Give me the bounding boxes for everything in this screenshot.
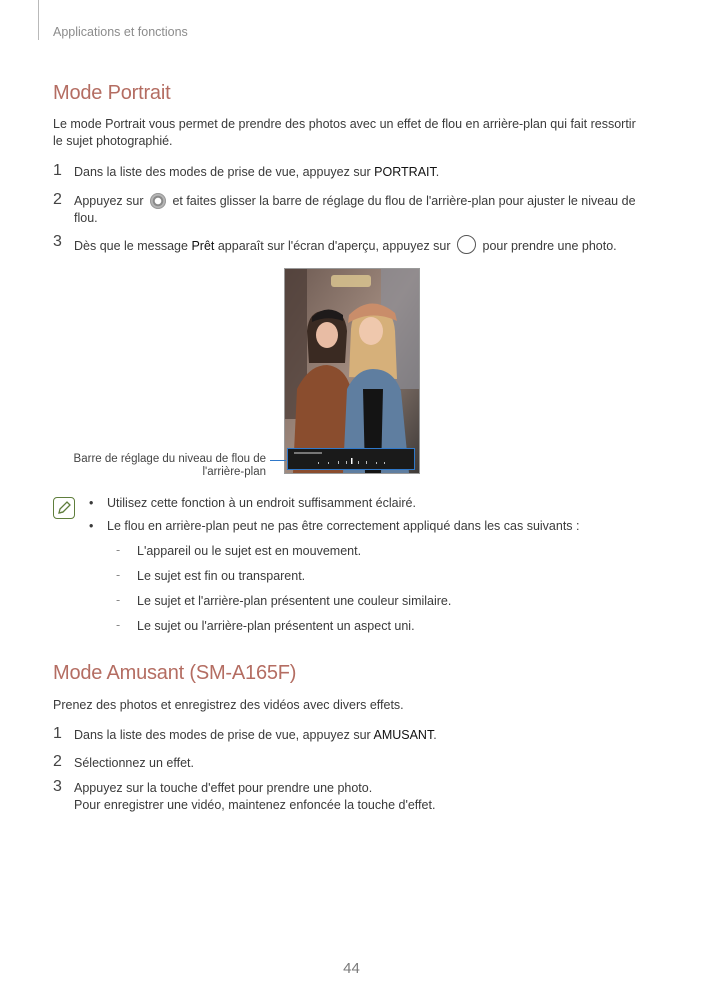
note-dash-1: - L'appareil ou le sujet est en mouvement. xyxy=(116,543,362,558)
portrait-title: Mode Portrait xyxy=(53,82,171,104)
blur-settings-icon xyxy=(150,193,166,209)
page-number: 44 xyxy=(343,960,360,977)
note-dash-3: - Le sujet et l'arrière-plan présentent une couleur similaire. xyxy=(116,593,452,608)
note-dash-2: - Le sujet est fin ou transparent. xyxy=(116,568,306,583)
amusant-step-2: 2 Sélectionnez un effet. xyxy=(53,753,194,770)
section-header: Applications et fonctions xyxy=(53,25,188,39)
note-bullet-1: • Utilisez cette fonction à un endroit suffisamment éclairé. xyxy=(89,496,416,510)
portrait-step-2: 2 Appuyez sur et faites glisser la barre de réglage du flou de l'arrière-plan pour ajuster le niveau de flou. xyxy=(53,191,636,225)
note-bullet-2: • Le flou en arrière-plan peut ne pas être correctement appliqué dans les cas suivants : xyxy=(89,519,580,533)
header-rule xyxy=(38,0,39,40)
portrait-preview-photo xyxy=(284,268,420,474)
blur-bar-callout: Barre de réglage du niveau de flou de l'arrière-plan xyxy=(73,453,266,478)
portrait-step-1: 1 Dans la liste des modes de prise de vue, appuyez sur PORTRAIT. xyxy=(53,162,440,179)
portrait-photo-image xyxy=(285,269,419,473)
portrait-intro: Le mode Portrait vous permet de prendre des photos avec un effet de flou en arrière-plan qui fait ressortir le sujet photographié. xyxy=(53,117,636,148)
shutter-icon xyxy=(457,235,476,254)
amusant-title: Mode Amusant (SM-A165F) xyxy=(53,662,297,684)
callout-leader-line xyxy=(270,460,286,461)
portrait-step-3: 3 Dès que le message Prêt apparaît sur l'écran d'aperçu, appuyez sur pour prendre une photo. xyxy=(53,233,617,253)
amusant-step-3: 3 Appuyez sur la touche d'effet pour prendre une photo. Pour enregistrer une vidéo, maintenez enfoncée la touche d'effet. xyxy=(53,778,436,812)
blur-slider-ticks xyxy=(288,449,413,468)
note-dash-4: - Le sujet ou l'arrière-plan présentent un aspect uni. xyxy=(116,618,415,633)
amusant-step-1: 1 Dans la liste des modes de prise de vue, appuyez sur AMUSANT. xyxy=(53,725,437,742)
note-icon xyxy=(53,497,75,519)
blur-adjustment-bar[interactable] xyxy=(287,448,415,470)
amusant-intro: Prenez des photos et enregistrez des vidéos avec divers effets. xyxy=(53,698,404,712)
